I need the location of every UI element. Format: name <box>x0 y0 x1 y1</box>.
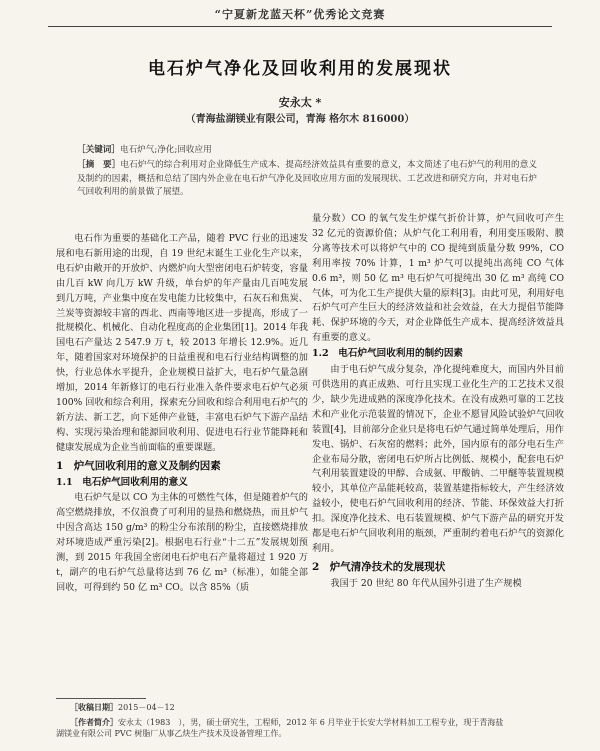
author-affiliation: （青海盐湖镁业有限公司，青海 格尔木 816000） <box>185 114 415 125</box>
constraints-paragraph: 由于电石炉气成分复杂，净化提纯难度大，而国内外目前可供选用的真正成熟、可行且实现工业化生产的工艺技术又很少，缺少先进成熟的深度净化技术。在没有成熟可靠的工艺技术和产业化示范装置的情况下，企业不愿冒风险试验炉气回收装置[4]，目前部分企业只是将电石炉气通过简单处理后，用作发电、锅炉、石灰窑的燃料；此外，国内原有的部分电石生产企业布局分散，密闭电石炉所占比例低、规模小，配套电石炉气利用装置建设的甲醇、合成氨、甲酸钠、二甲醚等装置规模较小，其单位产品能耗较高，装置基建指标较大，产生经济效益较小，使电石炉气回收利用的经济、节能、环保效益大打折扣。深度净化技术、电石装置规模、炉气下游产品的研究开发都是电石炉气回收利用的瓶颈，严重制约着电石炉气的资源化利用。 <box>312 364 564 554</box>
keywords-label: ［关键词］ <box>77 145 120 155</box>
keywords-block <box>77 143 537 157</box>
article-title: 电石炉气净化及回收利用的发展现状 <box>148 59 452 79</box>
received-label: ［收稿日期］ <box>70 702 118 712</box>
right-column <box>312 212 564 592</box>
banner-text: “宁夏新龙蓝天杯”优秀论文竞赛 <box>214 8 386 21</box>
header-rule <box>48 26 552 27</box>
footnote-rule <box>56 698 146 699</box>
received-date: 2015－04－12 <box>118 703 175 712</box>
author-name: 安永太 * <box>278 96 322 109</box>
abstract-label: ［摘 要］ <box>77 160 121 170</box>
bio-line-1: 安永太（1983 ），男，硕士研究生，工程师，2012 年 6 月毕业于长安大学材料加工工程专业，现于青海盐 <box>118 718 504 727</box>
subsection-heading-1-2: 1.2 电石炉气回收利用的制约因素 <box>312 348 464 360</box>
subsection-heading-1-1: 1.1 电石炉气回收利用的意义 <box>56 476 188 488</box>
abstract-text: 电石炉气的综合利用对企业降低生产成本、提高经济效益具有重要的意义，本文简述了电石炉气的利用的意义及制约的因素，概括和总结了国内外企业在电石炉气净化及回收应用方面的发展现状、工艺改进和研究方向，并对电石炉气回收利用的前景做了展望。 <box>77 160 537 197</box>
significance-paragraph: 电石炉气是以 CO 为主体的可燃性气体，但是随着炉气的高空燃烧排放，不仅浪费了可利用的显热和燃烧热，而且炉气中因含高达 150 g/m³ 的粉尘分布浓削的粉尘，直接燃烧排放对环境造成严重污染[2]。根据电石行业“十二五”发展规划预测，到 2015 年我国全密闭电石炉电石产量将超过 1 920 万 t，副产的电石炉气总量将达到 76 亿 m³（标准），如能全部回收，可得到约 50 亿 m³ CO。以含 85%（质 <box>56 492 308 593</box>
intro-paragraph: 电石作为重要的基础化工产品，随着 PVC 行业的迅速发展和电石新用途的出现，自 19 世纪末诞生工业化生产以来，电石炉由敞开的开放炉、内燃炉向大型密闭电石炉转变，容量由几百 kW 向几万 kW 升级，单台炉的年产量由几百吨发展到几万吨，产业集中度在发电能力比较集中，石灰石和焦炭、兰炭等资源较丰富的西北、西南等地区进一步提高，形成了一批规模化、机械化、自动化程度高的企业集团[1]。2014 年我国电石产量达 2 547.9 万 t，较 2013 年增长 12.9%。近几年，随着国家对环境保护的日益重视和电石行业结构调整的加快，行业总体水平提升，企业规模日益扩大，电石炉气量急剧增加，2014 年新修订的电石行业准入条件要求电石炉气必须 100% 回收和综合利用，探索充分回收和综合利用电石炉气的新方法、新工艺，向下延伸产业链，丰富电石炉气下游产品结构、实现污染治理和能源回收利用、促进电石行业节能降耗和健康发展成为企业当前面临的重要课题。 <box>56 233 308 453</box>
continued-paragraph: 量分数）CO 的氧气发生炉煤气折价计算，炉气回收可产生 32 亿元的资源价值；从炉气化工利用看，利用变压吸附、膜分离等技术可以将炉气中的 CO 提纯到质量分数 99%，CO 利用率按 70% 计算，1 m³ 炉气可以提纯出高纯 CO 气体 0.6 m³，则 50 亿 m³ 电石炉气可提纯出 30 亿 m³ 高纯 CO 气体，可为化工生产提供大量的原料[3]。由此可见，利用好电石炉气可产生巨大的经济效益和社会效益，在大力提倡节能降耗、保护环境的今天，对企业降低生产成本、提高经济效益具有重要的意义。 <box>312 213 564 344</box>
keywords-text: 电石炉气;净化;回收应用 <box>119 145 212 155</box>
section-heading-2: 2 炉气清净技术的发展现状 <box>312 560 446 573</box>
left-column <box>56 232 308 596</box>
abstract-block <box>77 159 537 200</box>
received-date-footnote <box>70 701 570 714</box>
author-bio-continued: 湖镁业有限公司 PVC 树脂厂从事乙炔生产技术及设备管理工作。 <box>56 729 287 738</box>
section-heading-1: 1 炉气回收利用的意义及制约因素 <box>56 459 221 472</box>
bio-label: ［作者简介］ <box>70 717 118 727</box>
section-2-paragraph: 我国于 20 世纪 80 年代从国外引进了生产规模 <box>330 577 522 589</box>
journal-banner <box>0 0 600 26</box>
